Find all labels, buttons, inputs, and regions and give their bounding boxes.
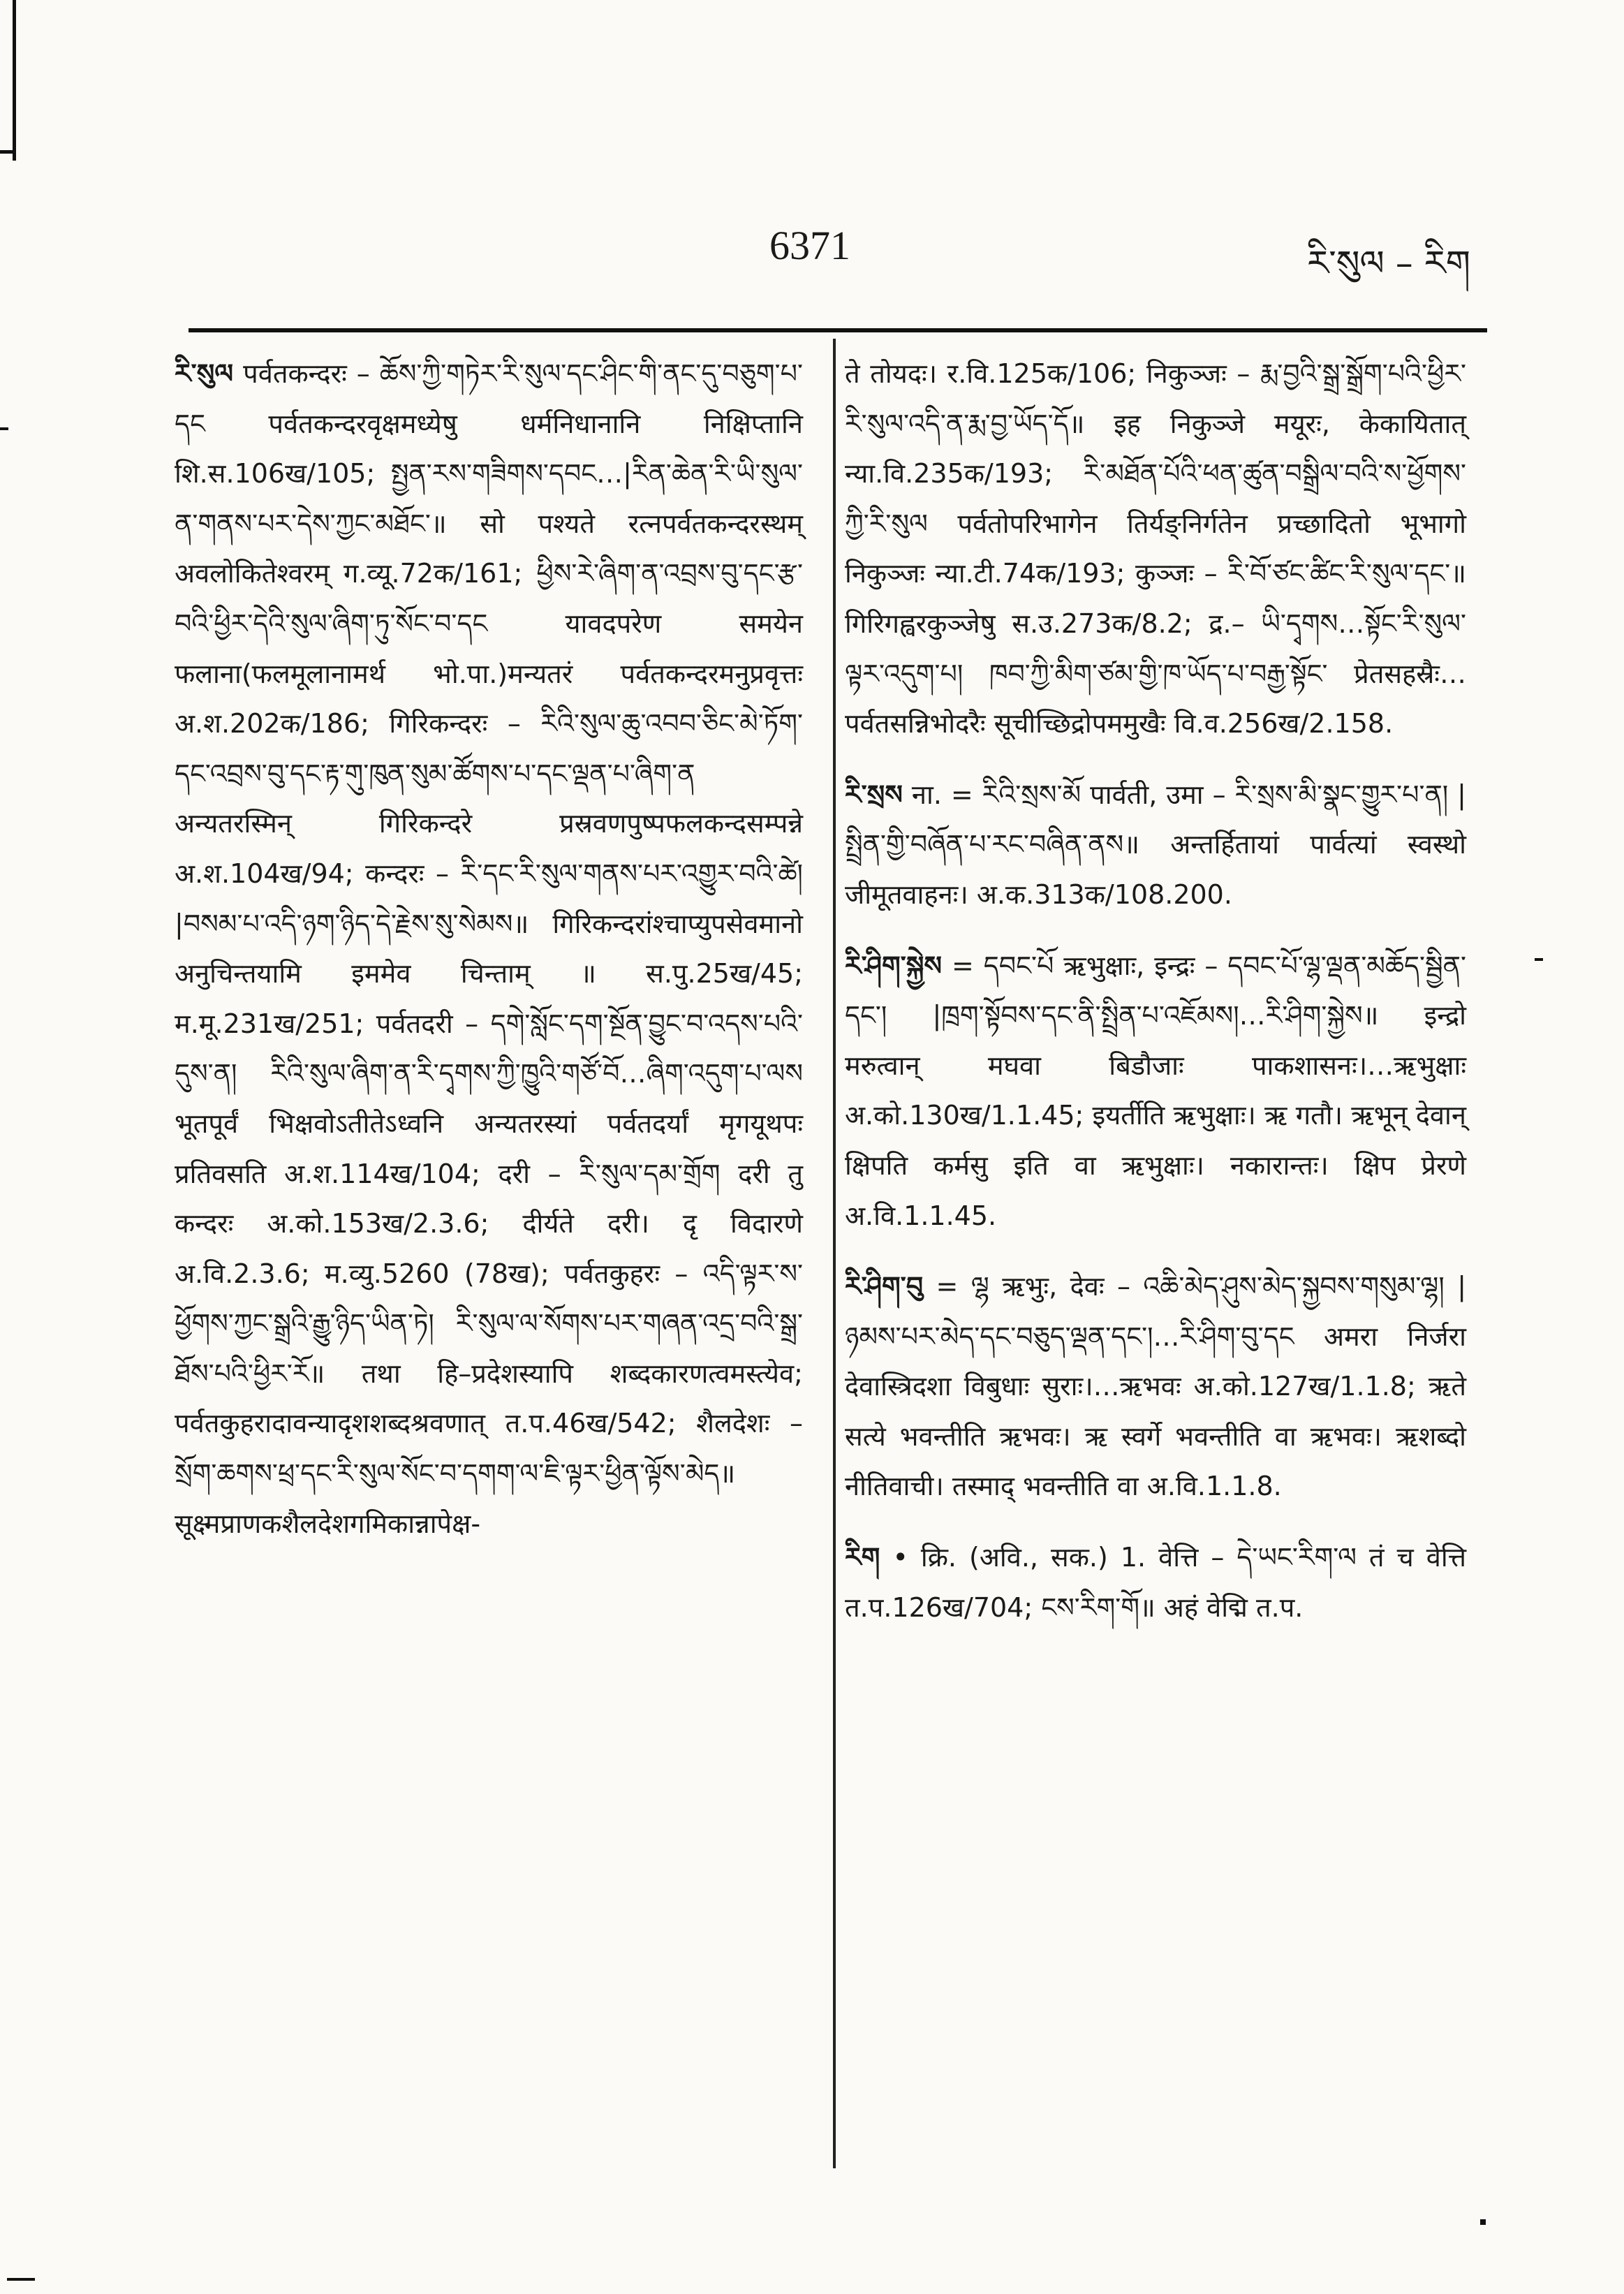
dictionary-entry — [845, 1533, 1466, 1633]
running-head: རི་སུལ – རིག — [1307, 243, 1470, 284]
dictionary-entry — [845, 1262, 1466, 1512]
dictionary-entry — [845, 349, 1466, 749]
entry-headword: རི་སུལ — [175, 358, 234, 389]
column-divider — [833, 339, 836, 2168]
entry-headword: རི་ཤིག་སྐྱེས — [845, 950, 943, 981]
left-margin-tick — [0, 150, 15, 154]
entry-body: ते तोयदः। र.वि.125क/106; निकुञ्जः – རྨ་བྱའི་སྒྲ་སྒྲོག་པའི་ཕྱིར་རི་སུལ་འདི་ན་རྨ་བྱ་ཡོད་དོ॥ इह निकुञ्जे मयूरः, केकायितात् न्या.वि.235क/193; རི་མཐོན་པོའི་ཕན་ཚུན་བསྒྲིལ་བའི་ས་ཕྱོགས་ཀྱི་རི་སུལ पर्वतोपरिभागेन तिर्यङ्निर्गतेन प्रच्छादितो भूभागो निकुञ्जः न्या.टी.74क/193; कुञ्जः – རི་བོ་ཙང་ཚིང་རི་སུལ་དང༌॥ गिरिगह्वरकुञ्जेषु स.उ.273क/8.2; द्र.– ཡི་དྭགས…སྟོང་རི་སུལ་ལྟར་འདུག་པ། ཁབ་ཀྱི་མིག་ཙམ་གྱི་ཁ་ཡོད་པ་བརྒྱ་སྟོང་ प्रेतसहस्रैः…पर्वतसन्निभोदरैः सूचीच्छिद्रोपममुखैः वि.व.256ख/2.158. — [845, 358, 1466, 740]
entry-body: पर्वतकन्दरः – ཆོས་ཀྱི་གཏེར་རི་སུལ་དང་ཤིང་གི་ནང་དུ་བཅུག་པ་དང पर्वतकन्दरवृक्षमध्येषु धर्मनिधानानि निक्षिप्तानि शि.स.106ख/105; སྤྱན་རས་གཟིགས་དབང…|རིན་ཆེན་རི་ཡི་སུལ་ན་གནས་པར་དེས་ཀྱང་མཐོང་॥ सो पश्यते रत्नपर्वतकन्दरस्थम् अवलोकितेश्वरम् ग.व्यू.72क/161; ཕྱིས་རེ་ཞིག་ན་འབྲས་བུ་དང་རྩ་བའི་ཕྱིར་དེའི་སུལ་ཞིག་ཏུ་སོང་བ་དང यावदपरेण समयेन फलाना(फलमूलानामर्थ भो.पा.)मन्यतरं पर्वतकन्दरमनुप्रवृत्तः अ.श.202क/186; गिरिकन्दरः – རིའི་སུལ་ཆུ་འབབ་ཅིང་མེ་ཏོག་དང་འབྲས་བུ་དང་རྟ་གུ་ཁུན་སུམ་ཚོགས་པ་དང་ལྡན་པ་ཞིག་ན अन्यतरस्मिन् गिरिकन्दरे प्रस्रवणपुष्पफलकन्दसम्पन्ने अ.श.104ख/94; कन्दरः – རི་དང་རི་སུལ་གནས་པར་འགྱུར་བའི་ཚེ། |བསམ་པ་འདི་ཉག་ཉིད་དེ་རྗེས་སུ་སེམས॥ गिरिकन्दरांश्चाप्युपसेवमानो अनुचिन्तयामि इममेव चिन्ताम् ॥ स.पु.25ख/45; म.मू.231ख/251; पर्वतदरी – དགེ་སློང་དག་སྔོན་བྱུང་བ་འདས་པའི་དུས་ན། རིའི་སུལ་ཞིག་ན་རི་དྭགས་ཀྱི་ཁྱུའི་གཙོ་བོ…ཞིག་འདུག་པ་ལས भूतपूर्वं भिक्षवोऽतीतेऽध्वनि अन्यतरस्यां पर्वतदर्यां मृगयूथपः प्रतिवसति अ.श.114ख/104; दरी – རི་སུལ་དམ་གྲོག दरी तु कन्दरः अ.को.153ख/2.3.6; दीर्यते दरी। दृ विदारणे अ.वि.2.3.6; म.व्यु.5260 (78ख); पर्वतकुहरः – འདི་ལྟར་ས་ཕྱོགས་ཀྱང་སྒྲའི་རྒྱུ་ཉིད་ཡིན་ཏེ། རི་སུལ་ལ་སོགས་པར་གཞན་འདྲ་བའི་སྒྲ་ཐོས་པའི་ཕྱིར་རོ॥ तथा हि–प्रदेशस्यापि शब्दकारणत्वमस्त्येव; पर्वतकुहरादावन्यादृशशब्दश्रवणात् त.प.46ख/542; शैलदेशः – སྲོག་ཆགས་ཕྲ་དང་རི་སུལ་སོང་བ་དགག་ལ་ཇི་ལྟར་ཕྱིན་ལྟོས་མེད॥ सूक्ष्मप्राणकशैलदेशगमिकान्नापेक्ष- — [175, 358, 803, 1539]
entry-headword: རི་སྲས — [845, 779, 903, 810]
entry-body: = དབང་པོ ऋभुक्षाः, इन्द्रः – དབང་པོ་ལྷ་ལྡན་མཆོད་སྦྱིན་དང་། |ཁྲག་སྟོབས་དང་ནི་སྤྲིན་པ་འཇོམས།…རི་ཤིག་སྐྱེས॥ इन्द्रो मरुत्वान् मघवा बिडौजाः पाकशासनः।…ऋभुक्षाः अ.को.130ख/1.1.45; इयर्तीति ऋभुक्षाः। ऋ गतौ। ऋभून् देवान् क्षिपति कर्मसु इति वा ऋभुक्षाः। नकारान्तः। क्षिप प्रेरणे अ.वि.1.1.45. — [845, 950, 1466, 1231]
bottom-left-mark — [7, 2278, 35, 2281]
header-rule — [189, 328, 1487, 332]
right-margin-dash — [1535, 958, 1543, 961]
left-margin-dash — [0, 427, 8, 430]
entry-body: = ལྷ ऋभुः, देवः – འཆི་མེད་ཤུས་མེད་སྐྱབས་གསུམ་ལྷ། |ཉམས་པར་མེད་དང་བཅུད་ལྡན་དང་།…རི་ཤིག་བུ་དང अमरा निर्जरा देवास्त्रिदशा विबुधाः सुराः।…ऋभवः अ.को.127ख/1.1.8; ऋते सत्ये भवन्तीति ऋभवः। ऋ स्वर्गे भवन्तीति वा ऋभवः। ऋशब्दो नीतिवाची। तस्माद् भवन्तीति वा अ.वि.1.1.8. — [845, 1271, 1466, 1502]
entry-headword: རིག — [845, 1542, 880, 1573]
dictionary-entry — [175, 349, 803, 1549]
dictionary-entry — [845, 770, 1466, 920]
entry-body: ना. = རིའི་སྲས་མོ पार्वती, उमा – རི་སྲས་མི་སྣང་གྱུར་པ་ན། |སྤྲིན་གྱི་བཞོན་པ་རང་བཞིན་ནས॥ अन्तर्हितायां पार्वत्यां स्वस्थो जीमूतवाहनः। अ.क.313क/108.200. — [845, 779, 1466, 910]
right-column — [845, 349, 1466, 1654]
entry-headword: རི་ཤིག་བུ — [845, 1271, 924, 1302]
entry-body: • क्रि. (अवि., सक.) 1. वेत्ति – དེ་ཡང་རིག་ལ तं च वेत्ति त.प.126ख/704; ངས་རིག་གོ॥ अहं वेद्मि त.प. — [845, 1542, 1466, 1623]
page-number: 6371 — [769, 223, 850, 268]
right-margin-dot — [1480, 2219, 1486, 2225]
left-column — [175, 349, 803, 1570]
left-margin-mark — [13, 0, 16, 161]
dictionary-entry — [845, 941, 1466, 1242]
